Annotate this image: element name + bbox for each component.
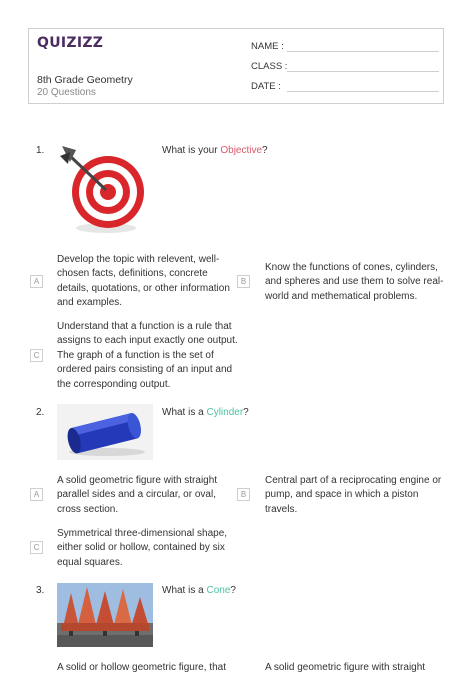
option-letter-box[interactable]: B — [237, 275, 250, 288]
question-text — [162, 585, 236, 596]
worksheet-subtitle: 20 Questions — [37, 87, 96, 98]
question-number: 2. — [36, 407, 45, 418]
option-text: Understand that a function is a rule that assigns to each input exactly one output. The graph of a function is the set of ordered pairs consisting of an input and the corresponding output. — [57, 321, 238, 390]
class-label: CLASS : — [251, 61, 288, 72]
option-text: A solid or hollow geometric figure, that — [57, 662, 226, 673]
question-prefix: What is your — [162, 145, 221, 156]
question-suffix: ? — [230, 585, 236, 596]
option-text: Central part of a reciprocating engine or pump, and space in which a piston travels. — [265, 475, 442, 515]
class-field[interactable] — [251, 61, 287, 72]
cone-buildings-photo-icon — [57, 583, 153, 647]
option-text: Know the functions of cones, cylinders, and spheres and use them to solve real-world and methematical problems. — [265, 262, 444, 302]
worksheet-title: 8th Grade Geometry — [37, 74, 133, 86]
class-line — [287, 71, 439, 72]
question-suffix: ? — [262, 145, 268, 156]
blue-cylinder-icon — [57, 404, 153, 460]
question-text — [162, 145, 268, 156]
question-keyword: Cone — [206, 585, 231, 596]
worksheet-header — [28, 28, 444, 104]
date-field[interactable] — [251, 81, 281, 92]
option-letter-box[interactable]: C — [30, 541, 43, 554]
question-number: 1. — [36, 145, 45, 156]
date-line — [287, 91, 439, 92]
option-letter-box[interactable]: A — [30, 488, 43, 501]
question-prefix: What is a — [162, 407, 207, 418]
option-text: A solid geometric figure with straight parallel sides and a circular, or oval, cross section. — [57, 475, 218, 515]
option-text: Symmetrical three-dimensional shape, either solid or hollow, contained by six equal squares. — [57, 528, 228, 568]
quizizz-logo: QUIZIZZ — [37, 35, 104, 51]
option-letter-box[interactable]: B — [237, 488, 250, 501]
question-suffix: ? — [243, 407, 249, 418]
dart-target-icon — [56, 140, 152, 236]
question-text — [162, 407, 249, 418]
question-prefix: What is a — [162, 585, 207, 596]
option-letter-box[interactable]: C — [30, 349, 43, 362]
date-label: DATE : — [251, 81, 281, 92]
name-label: NAME : — [251, 41, 284, 52]
option-letter-box[interactable]: A — [30, 275, 43, 288]
name-line — [287, 51, 439, 52]
name-field[interactable] — [251, 41, 284, 52]
question-number: 3. — [36, 585, 45, 596]
question-keyword: Cylinder — [206, 407, 244, 418]
option-text: Develop the topic with relevent, well-chosen facts, definitions, concrete details, quotations, or other information and examples. — [57, 254, 230, 309]
option-text: A solid geometric figure with straight — [265, 662, 426, 673]
question-keyword: Objective — [220, 145, 263, 156]
